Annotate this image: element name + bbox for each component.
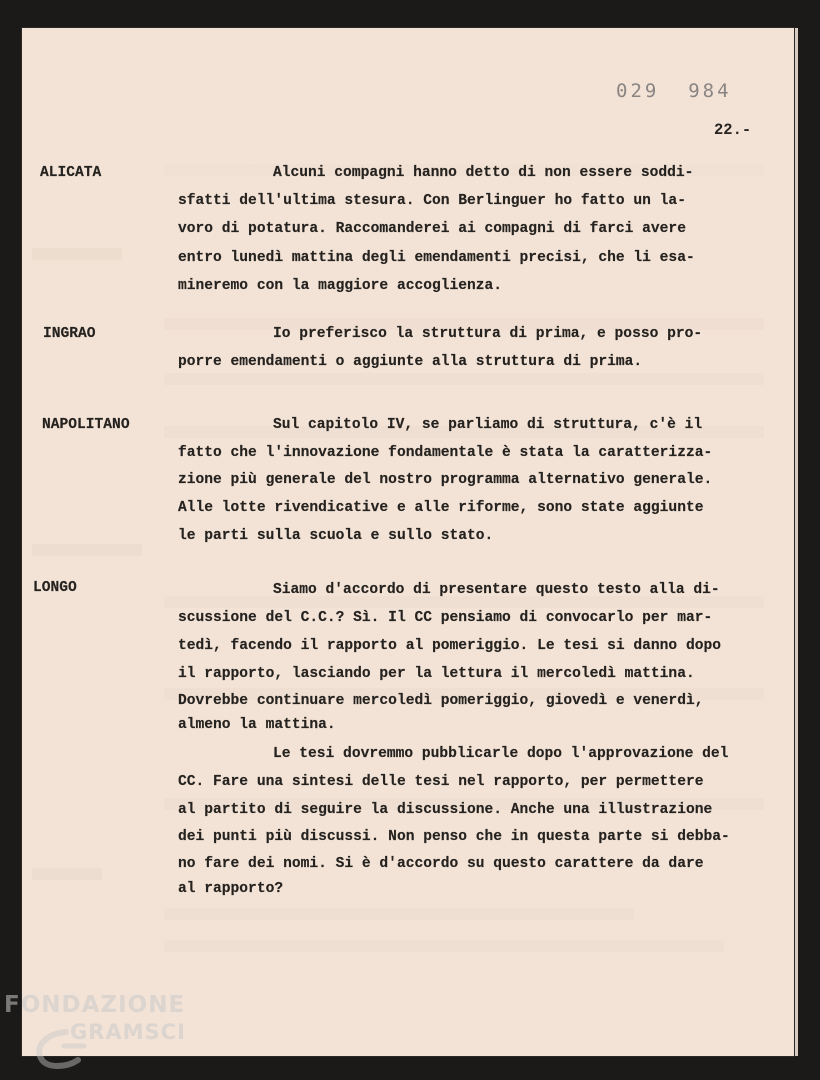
text-line: fatto che l'innovazione fondamentale è stata la caratterizza- — [178, 445, 713, 461]
text-line: sfatti dell'ultima stesura. Con Berlinguer ho fatto un la- — [178, 193, 686, 209]
text-line: Le tesi dovremmo pubblicarle dopo l'approvazione del — [273, 746, 729, 762]
speaker-napolitano: NAPOLITANO — [42, 417, 130, 433]
text-line: zione più generale del nostro programma alternativo generale. — [178, 472, 713, 488]
watermark-line-1: FONDAZIONE — [4, 992, 186, 1018]
page-number: 22.- — [714, 121, 752, 139]
text-line: il rapporto, lasciando per la lettura il mercoledì mattina. — [178, 666, 695, 682]
speaker-alicata: ALICATA — [40, 165, 102, 181]
text-line: almeno la mattina. — [178, 717, 336, 733]
text-line: Dovrebbe continuare mercoledì pomeriggio, giovedì e venerdì, — [178, 693, 704, 709]
archive-number: 029 984 — [616, 80, 732, 102]
bleed-through-mark — [164, 373, 764, 385]
text-line: no fare dei nomi. Si è d'accordo su questo carattere da dare — [178, 856, 704, 872]
text-line: mineremo con la maggiore accoglienza. — [178, 278, 503, 294]
text-line: Alle lotte rivendicative e alle riforme, sono state aggiunte — [178, 500, 704, 516]
bleed-through-mark — [32, 544, 142, 556]
speaker-ingrao: INGRAO — [43, 326, 96, 342]
bleed-through-mark — [164, 908, 634, 920]
speaker-longo: LONGO — [33, 580, 77, 596]
fondazione-gramsci-watermark — [4, 990, 204, 1070]
text-line: Alcuni compagni hanno detto di non essere soddi- — [273, 165, 694, 181]
text-line: Siamo d'accordo di presentare questo testo alla di- — [273, 582, 720, 598]
text-line: Io preferisco la struttura di prima, e posso pro- — [273, 326, 703, 342]
text-line: porre emendamenti o aggiunte alla struttura di prima. — [178, 354, 643, 370]
text-line: le parti sulla scuola e sullo stato. — [178, 528, 494, 544]
text-line: voro di potatura. Raccomanderei ai compagni di farci avere — [178, 221, 686, 237]
text-line: al partito di seguire la discussione. Anche una illustrazione — [178, 802, 713, 818]
bleed-through-mark — [32, 248, 122, 260]
text-line: al rapporto? — [178, 881, 284, 897]
text-line: CC. Fare una sintesi delle tesi nel rapporto, per permettere — [178, 774, 704, 790]
text-line: Sul capitolo IV, se parliamo di struttura, c'è il — [273, 417, 703, 433]
watermark-line-2: GRAMSCI — [70, 1020, 186, 1044]
bleed-through-mark — [164, 940, 724, 952]
text-line: tedì, facendo il rapporto al pomeriggio. Le tesi si danno dopo — [178, 638, 721, 654]
text-line: entro lunedì mattina degli emendamenti precisi, che li esa- — [178, 250, 695, 266]
bleed-through-mark — [32, 868, 102, 880]
text-line: dei punti più discussi. Non penso che in questa parte si debba- — [178, 829, 730, 845]
text-line: scussione del C.C.? Sì. Il CC pensiamo di convocarlo per mar- — [178, 610, 713, 626]
page-edge — [794, 28, 798, 1056]
